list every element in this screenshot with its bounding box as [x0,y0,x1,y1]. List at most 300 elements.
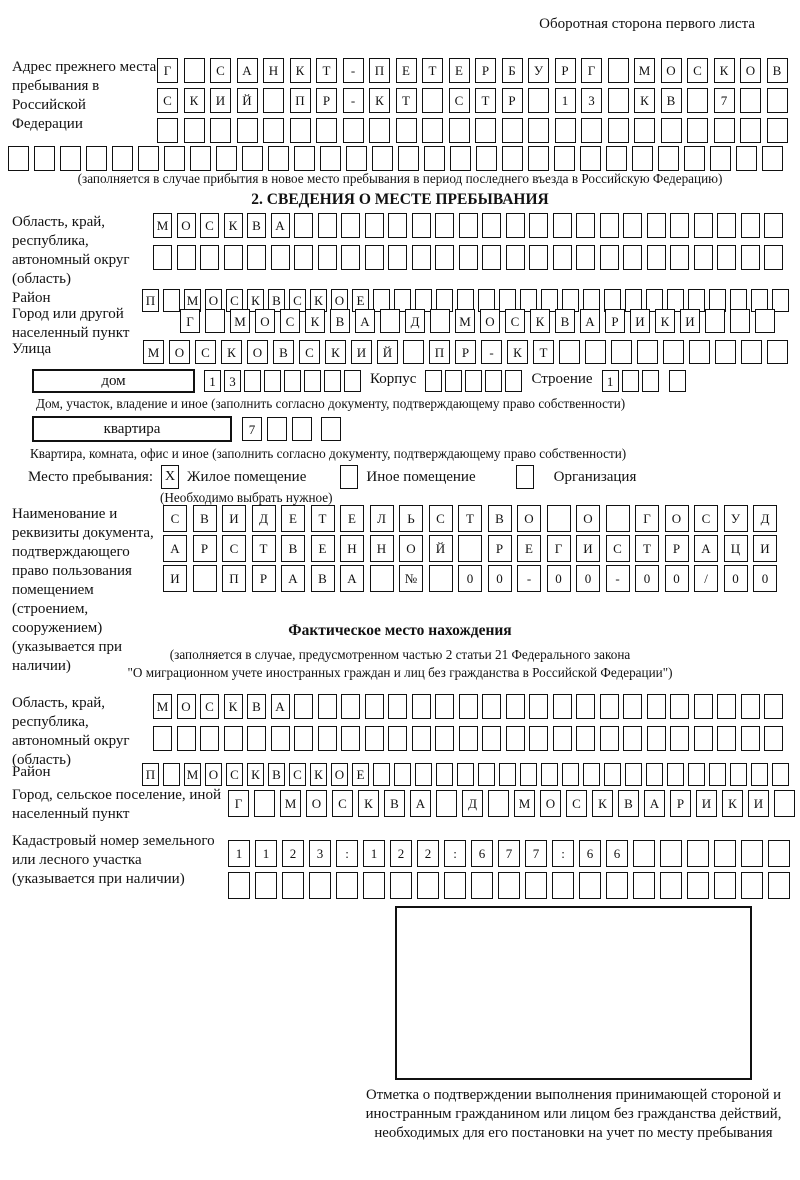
char-box: Т [475,88,496,113]
kadastr-label: Кадастровый номер земельного или лесного участка (указывается при наличии) [12,833,215,887]
char-box [670,726,689,751]
char-box: Р [502,88,523,113]
char-box [336,872,358,899]
char-box [741,726,760,751]
char-box: О [247,340,268,364]
char-box: Т [396,88,417,113]
char-box: Ц [724,535,748,562]
char-box [193,565,217,592]
s2-oblast-row-2 [153,245,783,270]
char-box: К [305,309,325,333]
fact-oblast-row-1 [153,694,783,719]
char-box [502,118,523,143]
char-box: С [163,505,187,532]
char-box [623,726,642,751]
char-box: С [200,213,219,238]
char-box: Б [502,58,523,83]
char-box [608,118,629,143]
prev-address-label: Адрес прежнего места пребывания в Российской Федерации [12,59,157,132]
char-box: 0 [753,565,777,592]
char-box [429,565,453,592]
char-box: Р [193,535,217,562]
char-box [373,763,390,786]
char-box: В [268,289,285,312]
char-box: И [753,535,777,562]
char-box: 2 [282,840,304,867]
char-box: 1 [555,88,576,113]
char-box [709,763,726,786]
kvartira-note: Квартира, комната, офис и иное (заполнить согласно документу, подтверждающему право собственности) [30,446,627,461]
char-box [388,213,407,238]
char-box: - [343,58,364,83]
char-box [436,790,457,817]
char-box [365,694,384,719]
char-box: М [153,213,172,238]
char-box [528,146,549,171]
char-box [294,213,313,238]
char-box: П [142,289,159,312]
char-box [741,245,760,270]
char-box [476,146,497,171]
char-box: П [142,763,159,786]
char-box [388,694,407,719]
char-box [632,146,653,171]
char-box [583,763,600,786]
char-box [772,763,789,786]
mesto-note: (Необходимо выбрать нужное) [160,490,333,505]
char-box: В [618,790,639,817]
char-box [224,245,243,270]
char-box [552,872,574,899]
fact-oblast-row-2 [153,726,783,751]
char-box [581,118,602,143]
char-box [600,213,619,238]
char-box [764,726,783,751]
char-box: Р [252,565,276,592]
char-box: 0 [635,565,659,592]
char-box [762,146,783,171]
kvartira-extra-box [321,417,341,441]
fact-oblast-label: Область, край, республика, автономный округ (область) [12,695,130,768]
char-box: Р [488,535,512,562]
stroenie-label: Строение [531,371,593,387]
char-box [485,370,502,392]
char-box: О [205,289,222,312]
char-box [717,213,736,238]
char-box [730,763,747,786]
char-box: : [336,840,358,867]
char-box: О [540,790,561,817]
char-box [647,245,666,270]
stroenie-row [602,370,659,392]
char-box [684,146,705,171]
char-box [228,872,250,899]
char-box [292,417,312,441]
prev-address-overflow-row [8,146,783,171]
char-box [576,726,595,751]
char-box [600,245,619,270]
char-box [547,505,571,532]
char-box: 0 [547,565,571,592]
char-box [660,872,682,899]
char-box [751,763,768,786]
char-box [529,726,548,751]
prev-address-row-3 [157,118,788,143]
char-box: К [369,88,390,113]
char-box: Й [377,340,398,364]
char-box [585,340,606,364]
char-box [767,88,788,113]
char-box [625,763,642,786]
char-box [309,872,331,899]
char-box: Й [237,88,258,113]
char-box [341,245,360,270]
char-box [580,146,601,171]
char-box [478,763,495,786]
char-box [647,213,666,238]
doc-row-2 [163,535,777,562]
char-box [506,213,525,238]
char-box [488,790,509,817]
prev-address-note: (заполняется в случае прибытия в новое место пребывания в период последнего въезда в Российскую Федерацию) [77,171,723,186]
char-box: С [289,289,306,312]
fact-note-line2: "О миграционном учете иностранных граждан и лиц без гражданства в Российской Федерации") [127,665,673,680]
char-box: Н [340,535,364,562]
char-box [562,763,579,786]
char-box [554,146,575,171]
char-box: В [311,565,335,592]
char-box [736,146,757,171]
char-box [255,872,277,899]
char-box [436,763,453,786]
char-box: А [340,565,364,592]
char-box [318,694,337,719]
checkbox-zhiloe-pomeshchenie: X [161,465,179,489]
char-box [740,88,761,113]
char-box: Й [429,535,453,562]
char-box: О [255,309,275,333]
stamp-note: Отметка о подтверждении выполнения принимающей стороной и иностранным гражданином или лицом без гражданства действий, необходимых для его постановки на учет по месту пребывания [365,1087,782,1141]
char-box: И [351,340,372,364]
char-box: - [481,340,502,364]
char-box [394,763,411,786]
char-box [86,146,107,171]
char-box [450,146,471,171]
char-box [435,726,454,751]
char-box [576,694,595,719]
char-box [365,213,384,238]
char-box [271,726,290,751]
char-box [604,763,621,786]
char-box: А [271,213,290,238]
s2-oblast-label: Область, край, республика, автономный округ (область) [12,214,130,287]
char-box [412,245,431,270]
char-box [687,872,709,899]
char-box: 0 [576,565,600,592]
char-box: Е [352,289,369,312]
char-box [344,370,361,392]
char-box: В [268,763,285,786]
fact-rayon-row [142,763,789,786]
char-box [498,872,520,899]
char-box: С [606,535,630,562]
char-box [506,694,525,719]
option-label-zhiloe: Жилое помещение [187,469,307,485]
char-box: 1 [255,840,277,867]
char-box [318,213,337,238]
char-box: М [514,790,535,817]
char-box [415,763,432,786]
char-box: В [247,213,266,238]
char-box: О [331,763,348,786]
char-box [768,840,790,867]
char-box [633,840,655,867]
char-box [247,726,266,751]
char-box: Р [665,535,689,562]
char-box: А [410,790,431,817]
char-box: И [680,309,700,333]
char-box: К [224,213,243,238]
char-box: 1 [204,370,221,392]
char-box [506,726,525,751]
dom-label-box: дом [32,369,195,393]
char-box: С [210,58,231,83]
char-box: М [230,309,250,333]
char-box [390,872,412,899]
char-box: К [655,309,675,333]
char-box: С [429,505,453,532]
char-box: М [143,340,164,364]
char-box [633,872,655,899]
char-box: Р [316,88,337,113]
kadastr-row-2 [228,872,790,899]
char-box [688,763,705,786]
char-box: К [714,58,735,83]
char-box [525,872,547,899]
kvartira-number-row [242,417,312,441]
char-box [237,118,258,143]
char-box [553,213,572,238]
char-box [370,565,394,592]
char-box [553,245,572,270]
char-box: - [606,565,630,592]
prev-address-row-1 [157,58,788,83]
char-box [268,146,289,171]
char-box [210,118,231,143]
char-box: М [184,289,201,312]
char-box [369,118,390,143]
char-box [634,118,655,143]
char-box: Д [462,790,483,817]
char-box: К [325,340,346,364]
char-box: 7 [714,88,735,113]
char-box: А [237,58,258,83]
checkbox-organizatsiya [516,465,534,489]
char-box: Г [228,790,249,817]
char-box: 7 [498,840,520,867]
char-box: С [505,309,525,333]
char-box [647,694,666,719]
char-box [715,340,736,364]
char-box [425,370,442,392]
char-box [224,726,243,751]
doc-row-1 [163,505,777,532]
char-box: К [310,289,327,312]
char-box [247,245,266,270]
char-box [343,118,364,143]
char-box [271,245,290,270]
char-box: К [310,763,327,786]
char-box: И [696,790,717,817]
char-box: О [177,694,196,719]
char-box: С [687,58,708,83]
char-box: 3 [581,88,602,113]
char-box: 0 [724,565,748,592]
char-box: О [306,790,327,817]
char-box [714,872,736,899]
char-box: О [205,763,222,786]
char-box: О [665,505,689,532]
char-box: А [644,790,665,817]
char-box [559,340,580,364]
char-box [341,694,360,719]
char-box [290,118,311,143]
char-box [444,872,466,899]
char-box: О [177,213,196,238]
char-box [216,146,237,171]
char-box: Д [753,505,777,532]
char-box: 3 [309,840,331,867]
char-box [694,726,713,751]
char-box: Т [316,58,337,83]
mesto-label: Место пребывания: [28,468,153,485]
char-box: С [566,790,587,817]
char-box [341,213,360,238]
char-box [579,872,601,899]
char-box [412,213,431,238]
char-box [435,694,454,719]
char-box: О [576,505,600,532]
char-box [263,88,284,113]
char-box: Н [370,535,394,562]
char-box: 1 [228,840,250,867]
char-box: Н [263,58,284,83]
char-box: М [280,790,301,817]
char-box [284,370,301,392]
char-box [647,726,666,751]
char-box: Г [581,58,602,83]
char-box [623,245,642,270]
char-box: Г [180,309,200,333]
char-box [388,726,407,751]
char-box: 3 [224,370,241,392]
char-box: С [222,535,246,562]
checkbox-inoe-pomeshchenie [340,465,358,489]
char-box [422,88,443,113]
char-box [741,340,762,364]
char-box [324,370,341,392]
char-box [694,694,713,719]
char-box [465,370,482,392]
char-box [600,726,619,751]
char-box: С [226,289,243,312]
char-box: 2 [417,840,439,867]
char-box: И [630,309,650,333]
char-box [244,370,261,392]
dom-note: Дом, участок, владение и иное (заполнить согласно документу, подтверждающему право собственности) [36,396,626,411]
fact-title: Фактическое место нахождения [288,622,512,639]
char-box: У [528,58,549,83]
char-box: К [507,340,528,364]
page-header-note: Оборотная сторона первого листа [539,16,755,32]
char-box [294,726,313,751]
char-box: В [661,88,682,113]
char-box [177,245,196,270]
char-box [435,213,454,238]
char-box: М [455,309,475,333]
char-box [637,340,658,364]
char-box [318,726,337,751]
char-box [623,213,642,238]
char-box [163,763,180,786]
char-box [435,245,454,270]
char-box [184,118,205,143]
char-box: К [247,289,264,312]
char-box [606,146,627,171]
char-box: К [224,694,243,719]
char-box: С [226,763,243,786]
char-box [412,726,431,751]
char-box: А [694,535,718,562]
char-box [555,118,576,143]
char-box [502,146,523,171]
char-box [412,694,431,719]
dom-number-row [204,370,361,392]
char-box [529,245,548,270]
char-box [717,245,736,270]
char-box: Т [311,505,335,532]
char-box [417,872,439,899]
char-box: Е [281,505,305,532]
char-box: Д [252,505,276,532]
char-box [372,146,393,171]
s2-gorod-label: Город или другой населенный пункт [12,306,130,341]
char-box: В [193,505,217,532]
option-label-organizatsiya: Организация [553,469,637,485]
char-box: С [694,505,718,532]
char-box [741,213,760,238]
char-box [669,370,686,392]
char-box [396,118,417,143]
char-box [363,872,385,899]
char-box [282,872,304,899]
char-box [457,763,474,786]
char-box: Е [340,505,364,532]
char-box [661,118,682,143]
char-box: М [184,763,201,786]
char-box [717,726,736,751]
char-box: В [330,309,350,333]
char-box [403,340,424,364]
char-box [482,694,501,719]
char-box [687,88,708,113]
char-box [8,146,29,171]
char-box: : [444,840,466,867]
char-box [606,872,628,899]
char-box: Р [555,58,576,83]
char-box [422,118,443,143]
char-box [553,694,572,719]
